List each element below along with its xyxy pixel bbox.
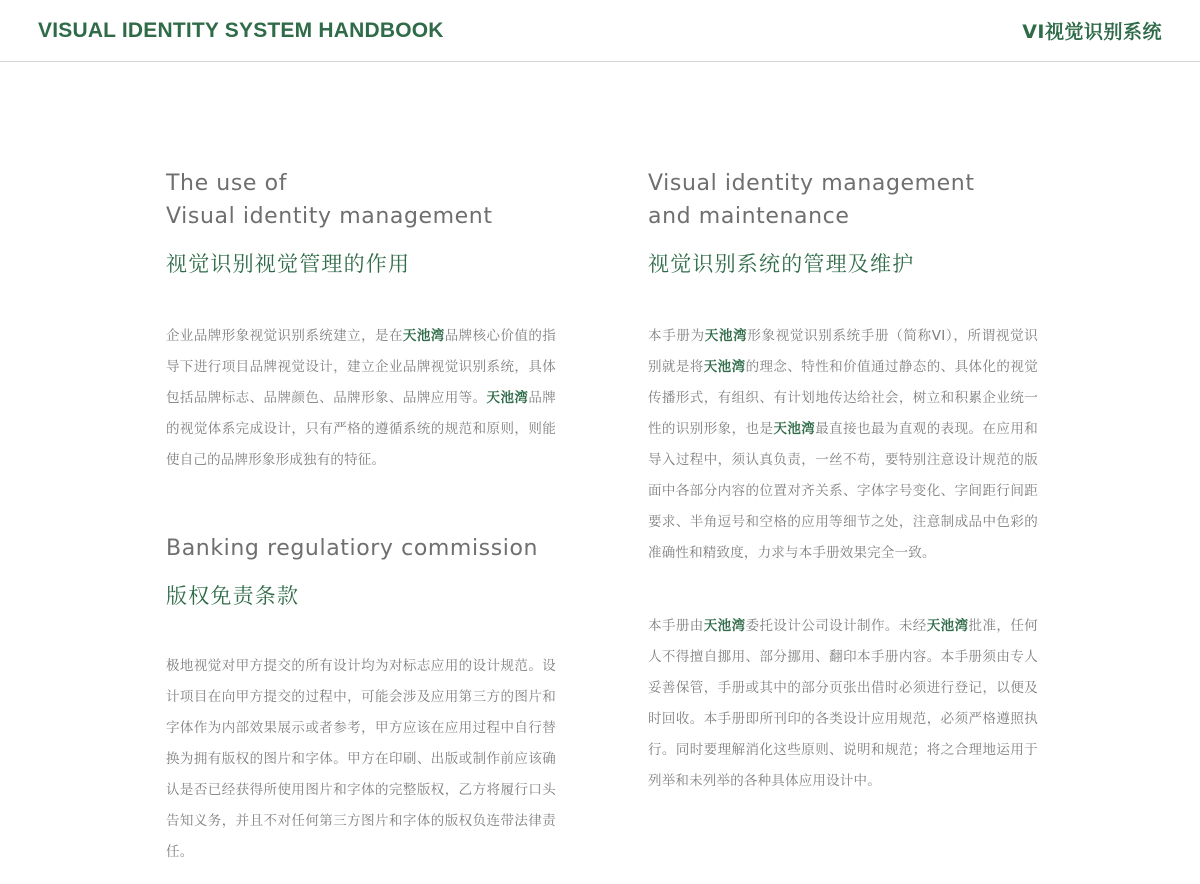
left-column (166, 167, 556, 868)
right-section-2 (648, 611, 1038, 797)
brand-name: 天池湾 (704, 328, 748, 344)
right-column (648, 167, 1038, 797)
left-section-1-heading-en-line1: The use of (166, 171, 288, 196)
right-section-1-heading-en (648, 167, 1038, 233)
left-section-2 (166, 532, 556, 868)
right-section-1 (648, 167, 1038, 569)
header-title-en: VISUAL IDENTITY SYSTEM HANDBOOK (38, 18, 444, 42)
brand-name: 天池湾 (926, 618, 969, 634)
left-section-1 (166, 167, 556, 476)
right-section-1-heading-cn: 视觉识别系统的管理及维护 (648, 252, 915, 276)
right-section-1-paragraph: 本手册为天池湾形象视觉识别系统手册（简称VI），所谓视觉识别就是将天池湾的理念、特性和价值通过静态的、具体化的视觉传播形式，有组织、有计划地传达给社会，树立和积累企业统一性的识别形象，也是天池湾最直接也最为直观的表现。在应用和导入过程中，须认真负责，一丝不苟，要特别注意设计规范的版面中各部分内容的位置对齐关系、字体字号变化、字间距行间距要求、半角逗号和空格的应用等细节之处，注意制成品中色彩的准确性和精致度，力求与本手册效果完全一致。 (648, 328, 1038, 561)
left-section-2-heading-cn: 版权免责条款 (166, 584, 300, 608)
left-section-1-heading-en (166, 167, 556, 233)
right-section-1-heading-en-line2: and maintenance (648, 204, 850, 229)
left-section-2-heading-en: Banking regulatiory commission (166, 536, 539, 561)
brand-name: 天池湾 (703, 359, 746, 375)
left-section-1-heading-cn: 视觉识别视觉管理的作用 (166, 252, 411, 276)
left-section-1-heading-en-line2: Visual identity management (166, 204, 493, 229)
brand-name: 天池湾 (703, 618, 746, 634)
brand-name: 天池湾 (773, 421, 816, 437)
right-section-2-paragraph: 本手册由天池湾委托设计公司设计制作。未经天池湾批准，任何人不得擅自挪用、部分挪用、翻印本手册内容。本手册须由专人妥善保管，手册或其中的部分页张出借时必须进行登记，以便及时回收。本手册即所刊印的各类设计应用规范，必须严格遵照执行。同时要理解消化这些原则、说明和规范；将之合理地运用于列举和未列举的各种具体应用设计中。 (648, 618, 1038, 789)
page-content (0, 62, 1200, 884)
page-header (0, 0, 1200, 62)
right-section-1-heading-en-line1: Visual identity management (648, 171, 975, 196)
left-section-2-paragraph: 极地视觉对甲方提交的所有设计均为对标志应用的设计规范。设计项目在向甲方提交的过程中，可能会涉及应用第三方的图片和字体作为内部效果展示或者参考，甲方应该在应用过程中自行替换为拥有版权的图片和字体。甲方在印刷、出版或制作前应该确认是否已经获得所使用图片和字体的完整版权，乙方将履行口头告知义务，并且不对任何第三方图片和字体的版权负连带法律责任。 (166, 658, 556, 860)
brand-name: 天池湾 (486, 390, 529, 406)
header-title-cn: VI视觉识别系统 (1022, 21, 1162, 43)
left-section-1-paragraph: 企业品牌形象视觉识别系统建立，是在天池湾品牌核心价值的指导下进行项目品牌视觉设计，建立企业品牌视觉识别系统，具体包括品牌标志、品牌颜色、品牌形象、品牌应用等。天池湾品牌的视觉体系完成设计，只有严格的遵循系统的规范和原则，则能使自己的品牌形象形成独有的特征。 (166, 328, 556, 468)
brand-name: 天池湾 (402, 328, 445, 344)
